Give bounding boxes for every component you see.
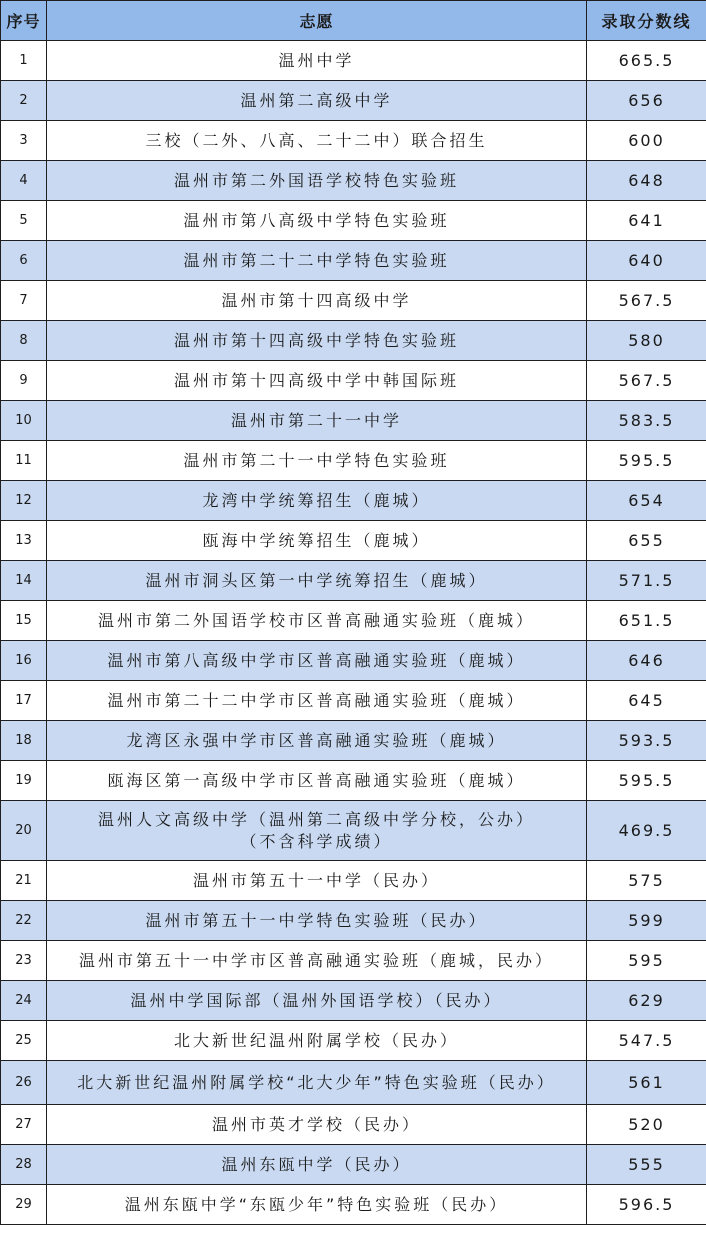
school-name [47, 401, 587, 441]
admission-score: 629 [587, 981, 706, 1021]
table-header [1, 1, 706, 41]
table-row [1, 521, 706, 561]
school-name [47, 681, 587, 721]
school-name-line: 温州市第八高级中学特色实验班 [183, 210, 450, 230]
school-name [47, 861, 587, 901]
table-row [1, 361, 706, 401]
admission-score: 561 [587, 1061, 706, 1105]
school-name-line: 温州东瓯中学（民办） [221, 1154, 412, 1174]
admission-score: 665.5 [587, 41, 706, 81]
header-score: 录取分数线 [587, 1, 706, 41]
school-name-line: 温州中学国际部（温州外国语学校）（民办） [130, 990, 503, 1010]
admission-score: 648 [587, 161, 706, 201]
school-name-line: 温州市第五十一中学（民办） [192, 870, 440, 890]
school-name [47, 641, 587, 681]
row-index: 12 [1, 481, 47, 521]
row-index: 7 [1, 281, 47, 321]
table-row [1, 641, 706, 681]
admission-score: 593.5 [587, 721, 706, 761]
school-name [47, 41, 587, 81]
table-row [1, 321, 706, 361]
table-row [1, 481, 706, 521]
admission-score: 600 [587, 121, 706, 161]
school-name-line: 温州市第十四高级中学 [221, 290, 412, 310]
school-name-line: 温州市第二十二中学市区普高融通实验班（鹿城） [107, 690, 526, 710]
school-name [47, 1145, 587, 1185]
table-row [1, 1061, 706, 1105]
table-row [1, 281, 706, 321]
table-body [1, 41, 706, 1225]
school-name [47, 1105, 587, 1145]
row-index: 21 [1, 861, 47, 901]
row-index: 8 [1, 321, 47, 361]
admission-score: 596.5 [587, 1185, 706, 1225]
row-index: 4 [1, 161, 47, 201]
row-index: 15 [1, 601, 47, 641]
row-index: 22 [1, 901, 47, 941]
school-name [47, 801, 587, 861]
table-row [1, 981, 706, 1021]
admission-score: 646 [587, 641, 706, 681]
row-index: 11 [1, 441, 47, 481]
school-name-line: 温州人文高级中学（温州第二高级中学分校，公办） [97, 809, 535, 829]
row-index: 2 [1, 81, 47, 121]
school-name-line: 温州东瓯中学“东瓯少年”特色实验班（民办） [124, 1194, 509, 1214]
school-name [47, 1061, 587, 1105]
school-name-line: 温州市第二十二中学特色实验班 [183, 250, 450, 270]
table-row [1, 241, 706, 281]
school-name-line: 温州市第十四高级中学特色实验班 [173, 330, 459, 350]
school-name-line: 龙湾中学统筹招生（鹿城） [202, 490, 431, 510]
school-name [47, 481, 587, 521]
table-row [1, 761, 706, 801]
school-name-line: 温州市第十四高级中学中韩国际班 [173, 370, 459, 390]
school-name-line: 温州市第五十一中学特色实验班（民办） [145, 910, 488, 930]
admission-score: 547.5 [587, 1021, 706, 1061]
admission-score: 571.5 [587, 561, 706, 601]
admission-score: 656 [587, 81, 706, 121]
school-name-line: 温州市第五十一中学市区普高融通实验班（鹿城，民办） [78, 950, 554, 970]
table-row [1, 1021, 706, 1061]
table-row [1, 441, 706, 481]
admission-score: 655 [587, 521, 706, 561]
table-row [1, 721, 706, 761]
table-row [1, 901, 706, 941]
school-name [47, 1185, 587, 1225]
table-row [1, 41, 706, 81]
table-row [1, 801, 706, 861]
admission-score: 580 [587, 321, 706, 361]
school-name-line: 温州市第二十一中学 [230, 410, 402, 430]
row-index: 29 [1, 1185, 47, 1225]
table-row [1, 1105, 706, 1145]
school-name [47, 721, 587, 761]
table-row [1, 941, 706, 981]
school-name-line: 瓯海区第一高级中学市区普高融通实验班（鹿城） [107, 770, 526, 790]
table-row [1, 161, 706, 201]
school-name-line: 瓯海中学统筹招生（鹿城） [202, 530, 431, 550]
school-name-line: 温州市第二十一中学特色实验班 [183, 450, 450, 470]
row-index: 10 [1, 401, 47, 441]
admission-score: 654 [587, 481, 706, 521]
admission-score: 567.5 [587, 281, 706, 321]
school-name [47, 361, 587, 401]
admission-score: 651.5 [587, 601, 706, 641]
school-name-line: 温州第二高级中学 [240, 90, 393, 110]
admission-score: 640 [587, 241, 706, 281]
school-name [47, 201, 587, 241]
row-index: 14 [1, 561, 47, 601]
admission-score: 641 [587, 201, 706, 241]
table-row [1, 1145, 706, 1185]
school-name-line: 温州市英才学校（民办） [211, 1114, 421, 1134]
row-index: 17 [1, 681, 47, 721]
school-name [47, 981, 587, 1021]
school-name [47, 601, 587, 641]
school-name-line: 温州市第八高级中学市区普高融通实验班（鹿城） [107, 650, 526, 670]
admission-score: 575 [587, 861, 706, 901]
admission-score: 595 [587, 941, 706, 981]
admission-score: 555 [587, 1145, 706, 1185]
admission-score: 645 [587, 681, 706, 721]
school-name [47, 121, 587, 161]
table-row [1, 1185, 706, 1225]
admission-score: 567.5 [587, 361, 706, 401]
row-index: 20 [1, 801, 47, 861]
school-name-line: （不含科学成绩） [240, 831, 393, 851]
row-index: 1 [1, 41, 47, 81]
row-index: 23 [1, 941, 47, 981]
school-name [47, 281, 587, 321]
table-row [1, 401, 706, 441]
school-name-line: 北大新世纪温州附属学校“北大少年”特色实验班（民办） [77, 1072, 556, 1092]
table-row [1, 861, 706, 901]
school-name-line: 温州市第二外国语学校市区普高融通实验班（鹿城） [97, 610, 535, 630]
school-name-line: 龙湾区永强中学市区普高融通实验班（鹿城） [126, 730, 507, 750]
row-index: 24 [1, 981, 47, 1021]
table-row [1, 121, 706, 161]
row-index: 3 [1, 121, 47, 161]
row-index: 18 [1, 721, 47, 761]
school-name [47, 161, 587, 201]
header-name: 志愿 [47, 1, 587, 41]
row-index: 6 [1, 241, 47, 281]
school-name-line: 温州市洞头区第一中学统筹招生（鹿城） [145, 570, 488, 590]
admission-score: 595.5 [587, 761, 706, 801]
row-index: 27 [1, 1105, 47, 1145]
admission-score: 520 [587, 1105, 706, 1145]
school-name-line: 北大新世纪温州附属学校（民办） [173, 1030, 459, 1050]
row-index: 26 [1, 1061, 47, 1105]
row-index: 13 [1, 521, 47, 561]
school-name-line: 温州市第二外国语学校特色实验班 [173, 170, 459, 190]
school-name-line: 温州中学 [278, 50, 355, 70]
table-row [1, 201, 706, 241]
row-index: 5 [1, 201, 47, 241]
school-name [47, 521, 587, 561]
admission-score: 469.5 [587, 801, 706, 861]
row-index: 25 [1, 1021, 47, 1061]
table-row [1, 681, 706, 721]
header-index: 序号 [1, 1, 47, 41]
table-row [1, 601, 706, 641]
admission-score: 583.5 [587, 401, 706, 441]
header-row [1, 1, 706, 41]
school-name [47, 81, 587, 121]
table-row [1, 81, 706, 121]
school-name [47, 761, 587, 801]
school-name [47, 941, 587, 981]
school-name [47, 241, 587, 281]
table-row [1, 561, 706, 601]
admission-score: 599 [587, 901, 706, 941]
school-name [47, 561, 587, 601]
row-index: 28 [1, 1145, 47, 1185]
row-index: 9 [1, 361, 47, 401]
school-name [47, 901, 587, 941]
admission-score: 595.5 [587, 441, 706, 481]
row-index: 16 [1, 641, 47, 681]
row-index: 19 [1, 761, 47, 801]
school-name-line: 三校（二外、八高、二十二中）联合招生 [145, 130, 488, 150]
school-name [47, 441, 587, 481]
school-name [47, 321, 587, 361]
school-name [47, 1021, 587, 1061]
